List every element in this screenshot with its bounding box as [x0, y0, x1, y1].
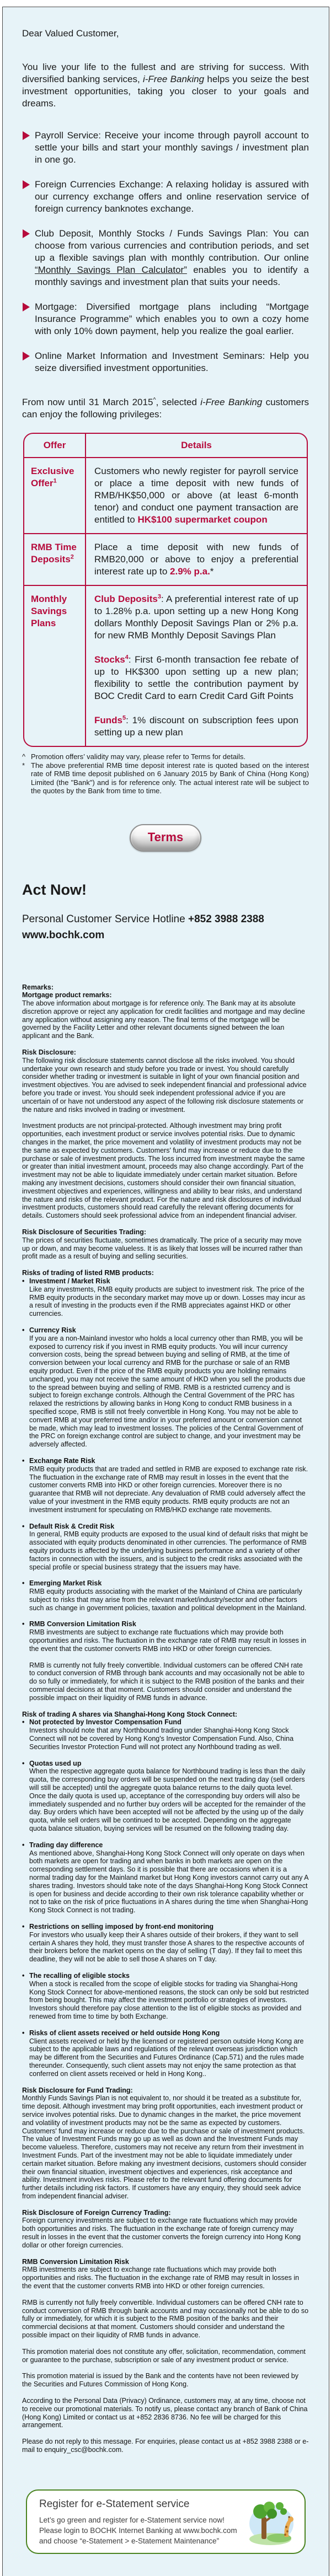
intro-paragraph: You live your life to the fullest and are striving for success. With diversified banking services, i-Free Banking helps you seize the best investment opportunities, taking you closer to your goals and dreams. — [22, 62, 309, 109]
triangle-bullet-icon — [23, 180, 30, 189]
hotline-number: +852 3988 2388 — [188, 913, 264, 925]
funds-paragraph: Funds$^5$: 1% discount on subscription fees upon setting up a new plan — [94, 714, 298, 738]
website-link[interactable]: www.bochk.com — [22, 929, 105, 941]
dot-bullet-icon: • — [22, 1759, 25, 1767]
fund-trading-title: Risk Disclosure for Fund Trading: — [22, 2086, 133, 2094]
hotline-line: Personal Customer Service Hotline +852 3988 2388 — [22, 913, 264, 925]
table-row-monthly-savings-plans — [24, 585, 307, 746]
offer-details: Customers who newly register for payroll service or place a time deposit with new funds of RMB/HK$50,000 or above (at least 6-month tenor) and conduct one payment transaction are entitled to HK$100 supermarket coupon — [85, 458, 307, 533]
greeting: Dear Valued Customer, — [22, 28, 119, 39]
fx-trading-body: Foreign currency investments are subject to exchange rate fluctuations which may provide both opportunities and risks. The fluctuation in the exchange rate of foreign currency may result in losses in the event that the customer converts the foreign currency into Hong Kong dollar or other foreign currencies. — [22, 2217, 301, 2249]
rmb-conversion-p2: RMB is currently not fully freely convertible. Individual customers can be offered CNH rate to conduct conversion of RMB through bank accounts and may occasionally not be able to do so fully or immediately, for which it is subject to the RMB position of the banks and their commercial decisions at that moment. Customers should consider and understand the possible impact on their liquidity of RMB funds in advance. — [22, 2298, 309, 2340]
dot-bullet-icon: • — [22, 1522, 25, 1530]
promo-bullet-market-info: Online Market Information and Investment Seminars: Help you seize diversified investment opportunities. — [22, 350, 309, 374]
brand-name: i-Free Banking — [200, 397, 263, 407]
dot-bullet-icon: • — [22, 1326, 25, 1334]
rmb-conversion-title: RMB Conversion Limitation Risk — [22, 2257, 129, 2266]
offer-label: Monthly Savings Plans — [31, 594, 67, 628]
offer-label: RMB Time Deposits$^2$ — [31, 542, 77, 564]
no-reply-paragraph: Please do not reply to this message. For enquiries, please contact us at +852 3988 2388 or e-mail to enquiry_csc@bochk.com. — [22, 2438, 309, 2454]
dot-bullet-icon: • — [22, 1620, 25, 1628]
risk-item-trading-day-difference: • Trading day difference As mentioned above, Shanghai-Hong Kong Stock Connect will only operate on days when both markets are open for trading and when banks in both markets are open on the corresponding settlement days. So it is possible that there are occasions when it is a normal trading day for the Mainland market but Hong Kong investors cannot carry out any A shares trading. Investors should take note of the days Shanghai-Hong Kong Stock Connect is open for business and decide according to their own risk tolerance capability whether or not to take on the risk of price fluctuations in A shares during the time when Shanghai-Hong Kong Stock Connect is not trading. — [22, 1841, 308, 1914]
rmb-products-title: Risks of trading of listed RMB products: — [22, 1269, 154, 1277]
promo-bullet-mortgage: Mortgage: Diversified mortgage plans including “Mortgage Insurance Programme” which enables you to own a cozy home with only 10% down payment, help you realize the goal earlier. — [22, 301, 309, 337]
promotion-period-paragraph: From now until 31 March 2015^, selected i-Free Banking customers can enjoy the following privileges: — [22, 396, 309, 420]
risk-item-currency: • Currency Risk If you are a non-Mainland investor who holds a local currency other than RMB, you will be exposed to currency risk if you invest in RMB equity products. You will incur currency conversion costs, being the spread between buying and selling of RMB, at the time of conversion between your local currency and RMB for the purchase or sale of an RMB equity product. Even if the price of the RMB equity products you are holding remains unchanged, you may not receive the same amount of HKD when you sell the products due to the spread between buying and selling of RMB. RMB is a restricted currency and is subject to foreign exchange controls. Although the Central Government of the PRC has relaxed the restrictions by allowing banks in Hong Kong to conduct RMB business in a specified scope, RMB is still not freely convertible in Hong Kong. You may not be able to convert RMB at your preferred time and/or in your preferred amount or conversion cannot be made, which may lead to investment losses. The policies of the Central Government of the PRC on foreign exchange control are subject to change, and your investment may be adversely affected. — [22, 1326, 306, 1449]
terms-button[interactable]: Terms — [130, 824, 201, 852]
tree-giraffe-illustration — [245, 2498, 298, 2546]
remarks-title: Remarks: — [22, 983, 54, 991]
triangle-bullet-icon — [23, 229, 30, 238]
promo-bullet-savings-plan: Club Deposit, Monthly Stocks / Funds Savings Plan: You can choose from various currencies and contribution periods, and set up a flexible savings plan with monthly contribution. Our online “Monthly Savings Plan Calculator” enables you to identify a monthly savings and investment plan that suits your needs. — [22, 228, 309, 288]
dot-bullet-icon: • — [22, 1456, 25, 1465]
stocks-paragraph: Stocks$^4$: First 6-month transaction fee rebate of up to HK$300 upon setting up a new plan; flexibility to settle the contribution payment by BOC Credit Card to earn Credit Card Gift Points — [94, 654, 298, 701]
mortgage-remarks-title: Mortgage product remarks: — [22, 991, 112, 999]
triangle-bullet-icon — [23, 303, 30, 311]
promo-bullet-payroll: Payroll Service: Receive your income through payroll account to settle your bills and start your monthly savings / investment plan in one go. — [22, 130, 309, 166]
risk-item-exchange-rate: • Exchange Rate Risk RMB equity products that are traded and settled in RMB are exposed to exchange rate risk. The fluctuation in the exchange rate of RMB may result in losses in the event that the customer converts RMB into HKD or other foreign currencies. Moreover there is no guarantee that RMB will not depreciate. Any devaluation of RMB could adversely affect the value of your investment in the RMB equity products. RMB equity products are not an investment instrument for speculating on RMB/HKD exchange rate movements. — [22, 1456, 308, 1514]
dot-bullet-icon: • — [22, 1922, 25, 1930]
table-row-exclusive-offer — [24, 457, 307, 533]
fx-trading-title: Risk Disclosure of Foreign Currency Trading: — [22, 2208, 171, 2217]
email-body — [2, 7, 329, 2576]
dot-bullet-icon: • — [22, 2029, 25, 2037]
estatement-title: Register for e-Statement service — [39, 2498, 190, 2510]
securities-trading-title: Risk Disclosure of Securities Trading: — [22, 1228, 147, 1236]
mortgage-remarks-body: The above information about mortgage is for reference only. The Bank may at its absolute discretion approve or reject any application for credit facilities and mortgage and may decline any application without assigning any reason. The final terms of the mortgage will be governed by the Facility Letter and other relevant documents signed between the loan applicant and the Bank. — [22, 999, 305, 1040]
risk-item-recalling-eligible-stocks: • The recalling of eligible stocks When a stock is recalled from the scope of eligible stocks for trading via Shanghai-Hong Kong Stock Connect for above-mentioned reasons, the stock can only be sold but restricted from being bought. This may affect the investment portfolio or strategies of investors. Investors should therefore pay close attention to the list of eligible stocks as provided and renewed from time to time by both Exchange. — [22, 1971, 309, 2020]
offer-details: Place a time deposit with new funds of RMB20,000 or above to enjoy a preferential interest rate up to 2.9% p.a.* — [85, 534, 307, 585]
estatement-body: Let’s go green and register for e-Statement service now! Please login to BOCHK Internet Banking at www.bochk.com and choose “e-Statement > e-Statement Maintenance” — [39, 2515, 237, 2545]
risk-disclosure-p1: The following risk disclosure statements cannot disclose all the risks involved. You should undertake your own research and study before you trade or invest. You should carefully consider whether trading or investment is suitable in light of your own financial position and investment objectives. You are advised to seek independent financial and professional advice before you trade or invest. You should seek independent professional advice if you are uncertain of or have not understood any aspect of the following risk disclosure statements or the nature and risks involved in trading or investment. — [22, 1056, 307, 1114]
dot-bullet-icon: • — [22, 1971, 25, 1980]
footnote-validity: ^ Promotion offers’ validity may vary, please refer to Terms for details. — [22, 752, 245, 761]
risk-item-rmb-conversion-limitation: • RMB Conversion Limitation Risk RMB investments are subject to exchange rate fluctuations which may provide both opportunities and risks. The fluctuation in the exchange rate of RMB may result in losses in the event that the customer converts RMB into HKD or other foreign currencies. RMB is currently not fully freely convertible. Individual customers can be offered CNH rate to conduct conversion of RMB through bank accounts and may occasionally not be able to do so fully or immediately, for which it is subject to the RMB position of the banks and their commercial decisions at that moment. Customers should consider and understand the possible impact on their liquidity of RMB funds in advance. — [22, 1620, 307, 1702]
promo-disclaimer-p1: This promotion material does not constitute any offer, solicitation, recommendation, comment or guarantee to the purchase, subscription or sale of any investment product or service. — [22, 2347, 306, 2364]
privacy-paragraph: According to the Personal Data (Privacy) Ordinance, customers may, at any time, choose not to receive our promotional materials. To notify us, please contact any branch of Bank of China (Hong Kong) Limited or contact us at +852 2836 8736. No fee will be charged for this arrangement. — [22, 2397, 308, 2429]
offers-table-header — [24, 434, 307, 457]
risk-disclosure-title: Risk Disclosure: — [22, 1048, 76, 1057]
highlighted-rate: 2.9% p.a. — [170, 566, 210, 577]
details-column-header: Details — [85, 434, 307, 457]
risk-item-client-assets-outside-hk: • Risks of client assets received or held outside Hong Kong Client assets received or held by the licensed or registered person outside Hong Kong are subject to the applicable laws and regulations of the relevant overseas jurisdiction which may be different from the Securities and Futures Ordinance (Cap.571) and the rules made thereunder. Consequently, such client assets may not enjoy the same protection as that conferred on client assets received or held in Hong Kong.. — [22, 2029, 304, 2078]
brand-name: i-Free Banking — [142, 74, 205, 84]
offer-details — [85, 586, 307, 746]
offers-table — [23, 433, 308, 747]
footnote-rate-reference: * The above preferential RMB time deposit interest rate is quoted based on the interest rate of RMB time deposit published on 6 January 2015 by Bank of China (Hong Kong) Limited (the "Bank") and is for reference only. The actual interest rate will be subject to the quotes by the Bank from time to time. — [22, 761, 309, 795]
rmb-conversion-p1: RMB investments are subject to exchange rate fluctuations which may provide both opportunities and risks. The fluctuation in the exchange rate of RMB may result in losses in the event that the customer converts RMB into HKD or other foreign currencies. — [22, 2266, 300, 2290]
promo-bullet-fx-exchange: Foreign Currencies Exchange: A relaxing holiday is assured with our currency exchange offers and online reservation service of foreign currency banknotes exchange. — [22, 179, 309, 215]
estatement-banner — [26, 2489, 306, 2554]
offer-column-header: Offer — [43, 440, 66, 450]
remarks-section — [22, 983, 309, 2454]
offer-label: Exclusive Offer$^1$ — [31, 466, 74, 488]
highlighted-reward: HK$100 supermarket coupon — [137, 514, 268, 525]
stock-connect-title: Risk of trading A shares via Shanghai-Hong Kong Stock Connect: — [22, 1710, 238, 1718]
risk-disclosure-p2: Investment products are not principal-protected. Although investment may bring profit opportunities, each investment product or service involves potential risks. Due to dynamic changes in the market, the price movement and volatility of investment products may not be the same as expected by customers. Customers' fund may increase or reduce due to the purchase or sale of investment products. The loss incurred from investment maybe the same or greater than initial investment amount, proceeds may also change accordingly. Part of the investment may not be able to liquidate immediately under certain market situation. Before making any investment decisions, customers should consider their own financial situation, investment objectives and experiences, willingness and ability to bear risks, and understand the nature and risks of the relevant product. For the nature and risk disclosures of individual investment products, customers should read carefully the relevant offering documents for details. Customers should seek professional advice from an independent financial adviser. — [22, 1122, 305, 1220]
risk-item-selling-restrictions: • Restrictions on selling imposed by front-end monitoring For investors who usually keep their A shares outside of their brokers, if they want to sell certain A shares they hold, they must transfer those A shares to the respective accounts of their brokers before the market opens on the day of selling (T day). If they fail to meet this deadline, they will not be able to sell those A shares on T day. — [22, 1922, 305, 1964]
risk-item-not-protected: • Not protected by Investor Compensation Fund Investors should note that any Northbound trading under Shanghai-Hong Kong Stock Connect will not be covered by Hong Kong's Investor Compensation Fund. Also, China Securities Investor Protection Fund will not protect any Northbound trading as well. — [22, 1718, 294, 1751]
risk-item-emerging-market: • Emerging Market Risk RMB equity products associating with the market of the Mainland of China are particularly subject to risks that may arise from the relevant market/industry/sector and other factors such as change in government policies, taxation and political development in the Mainland. — [22, 1579, 307, 1612]
dot-bullet-icon: • — [22, 1579, 25, 1588]
footnotes — [22, 752, 309, 795]
monthly-savings-plan-calculator-link[interactable]: “Monthly Savings Plan Calculator” — [35, 265, 187, 275]
table-row-rmb-time-deposits — [24, 533, 307, 585]
act-now-heading: Act Now! — [22, 881, 87, 898]
dot-bullet-icon: • — [22, 1277, 25, 1285]
enquiry-email-link[interactable]: enquiry_csc@bochk.com — [44, 2446, 122, 2454]
triangle-bullet-icon — [23, 131, 30, 140]
dot-bullet-icon: • — [22, 1841, 25, 1849]
triangle-bullet-icon — [23, 352, 30, 361]
dot-bullet-icon: • — [22, 1718, 25, 1727]
securities-trading-body: The prices of securities fluctuate, sometimes dramatically. The price of a security may move up or down, and may become valueless. It is as likely that losses will be incurred rather than profit made as a result of buying and selling securities. — [22, 1236, 303, 1261]
risk-item-quotas-used-up: • Quotas used up When the respective aggregate quota balance for Northbound trading is less than the daily quota, the corresponding buy orders will be suspended on the next trading day (sell orders will still be accepted) until the aggregate quota balance returns to the daily quota level. Once the daily quota is used up, acceptance of the corresponding buy orders will also be immediately suspended and no further buy orders will be accepted for the remainder of the day. Buy orders which have been accepted will not be affected by the using up of the daily quota, while sell orders will be continued to be accepted. Depending on the aggregate quota balance situation, buying services will be resumed on the following trading day. — [22, 1759, 306, 1833]
terms-button-row — [22, 824, 309, 852]
club-deposits-paragraph: Club Deposits$^3$: A preferential interest rate of up to 1.28% p.a. upon setting up a new Hong Kong dollars Monthly Deposit Savings Plan or 2% p.a. for new RMB Monthly Deposit Savings Plan — [94, 593, 298, 641]
promo-disclaimer-p2: This promotion material is issued by the Bank and the contents have not been reviewed by the Securities and Futures Commission of Hong Kong. — [22, 2372, 298, 2389]
fund-trading-body: Monthly Funds Savings Plan is not equivalent to, nor should it be treated as a substitute for, time deposit. Although investment may bring profit opportunities, each investment product or service involves potential risks. Due to dynamic changes in the market, the price movement and volatility of investment products may not be the same as expected by customers. Customers' fund may increase or reduce due to the purchase or sale of investment products. The value of Investment Funds may go up as well as down and the Investment Funds may become valueless. Therefore, customers may not receive any return from their investment in Investment Funds. Part of the investment may not be able to liquidate immediately under certain market situation. Before making any investment decisions, customers should consider their own financial situation, investment objectives and experiences, risk acceptance and ability. Investment involves risks. Please refer to the relevant fund offering documents for further details including risk factors. If customers have any enquiry, they should seek advice from independent financial adviser. — [22, 2094, 307, 2200]
risk-item-default-credit: • Default Risk & Credit Risk In general, RMB equity products are exposed to the usual kind of default risks that might be associated with equity products denominated in other currencies. The performance of RMB equity products is affected by the underlying business performance and a variety of other factors in connection with the issuers, and is subject to the credit risks associated with the special profile or special business strategy that the issuers may have. — [22, 1522, 308, 1571]
risk-item-investment-market: • Investment / Market Risk Like any investments, RMB equity products are subject to investment risk. The price of the RMB equity products in the secondary market may move up or down. Losses may incur as a result of investing in the products even if the RMB appreciates against HKD or other currencies. — [22, 1277, 306, 1318]
